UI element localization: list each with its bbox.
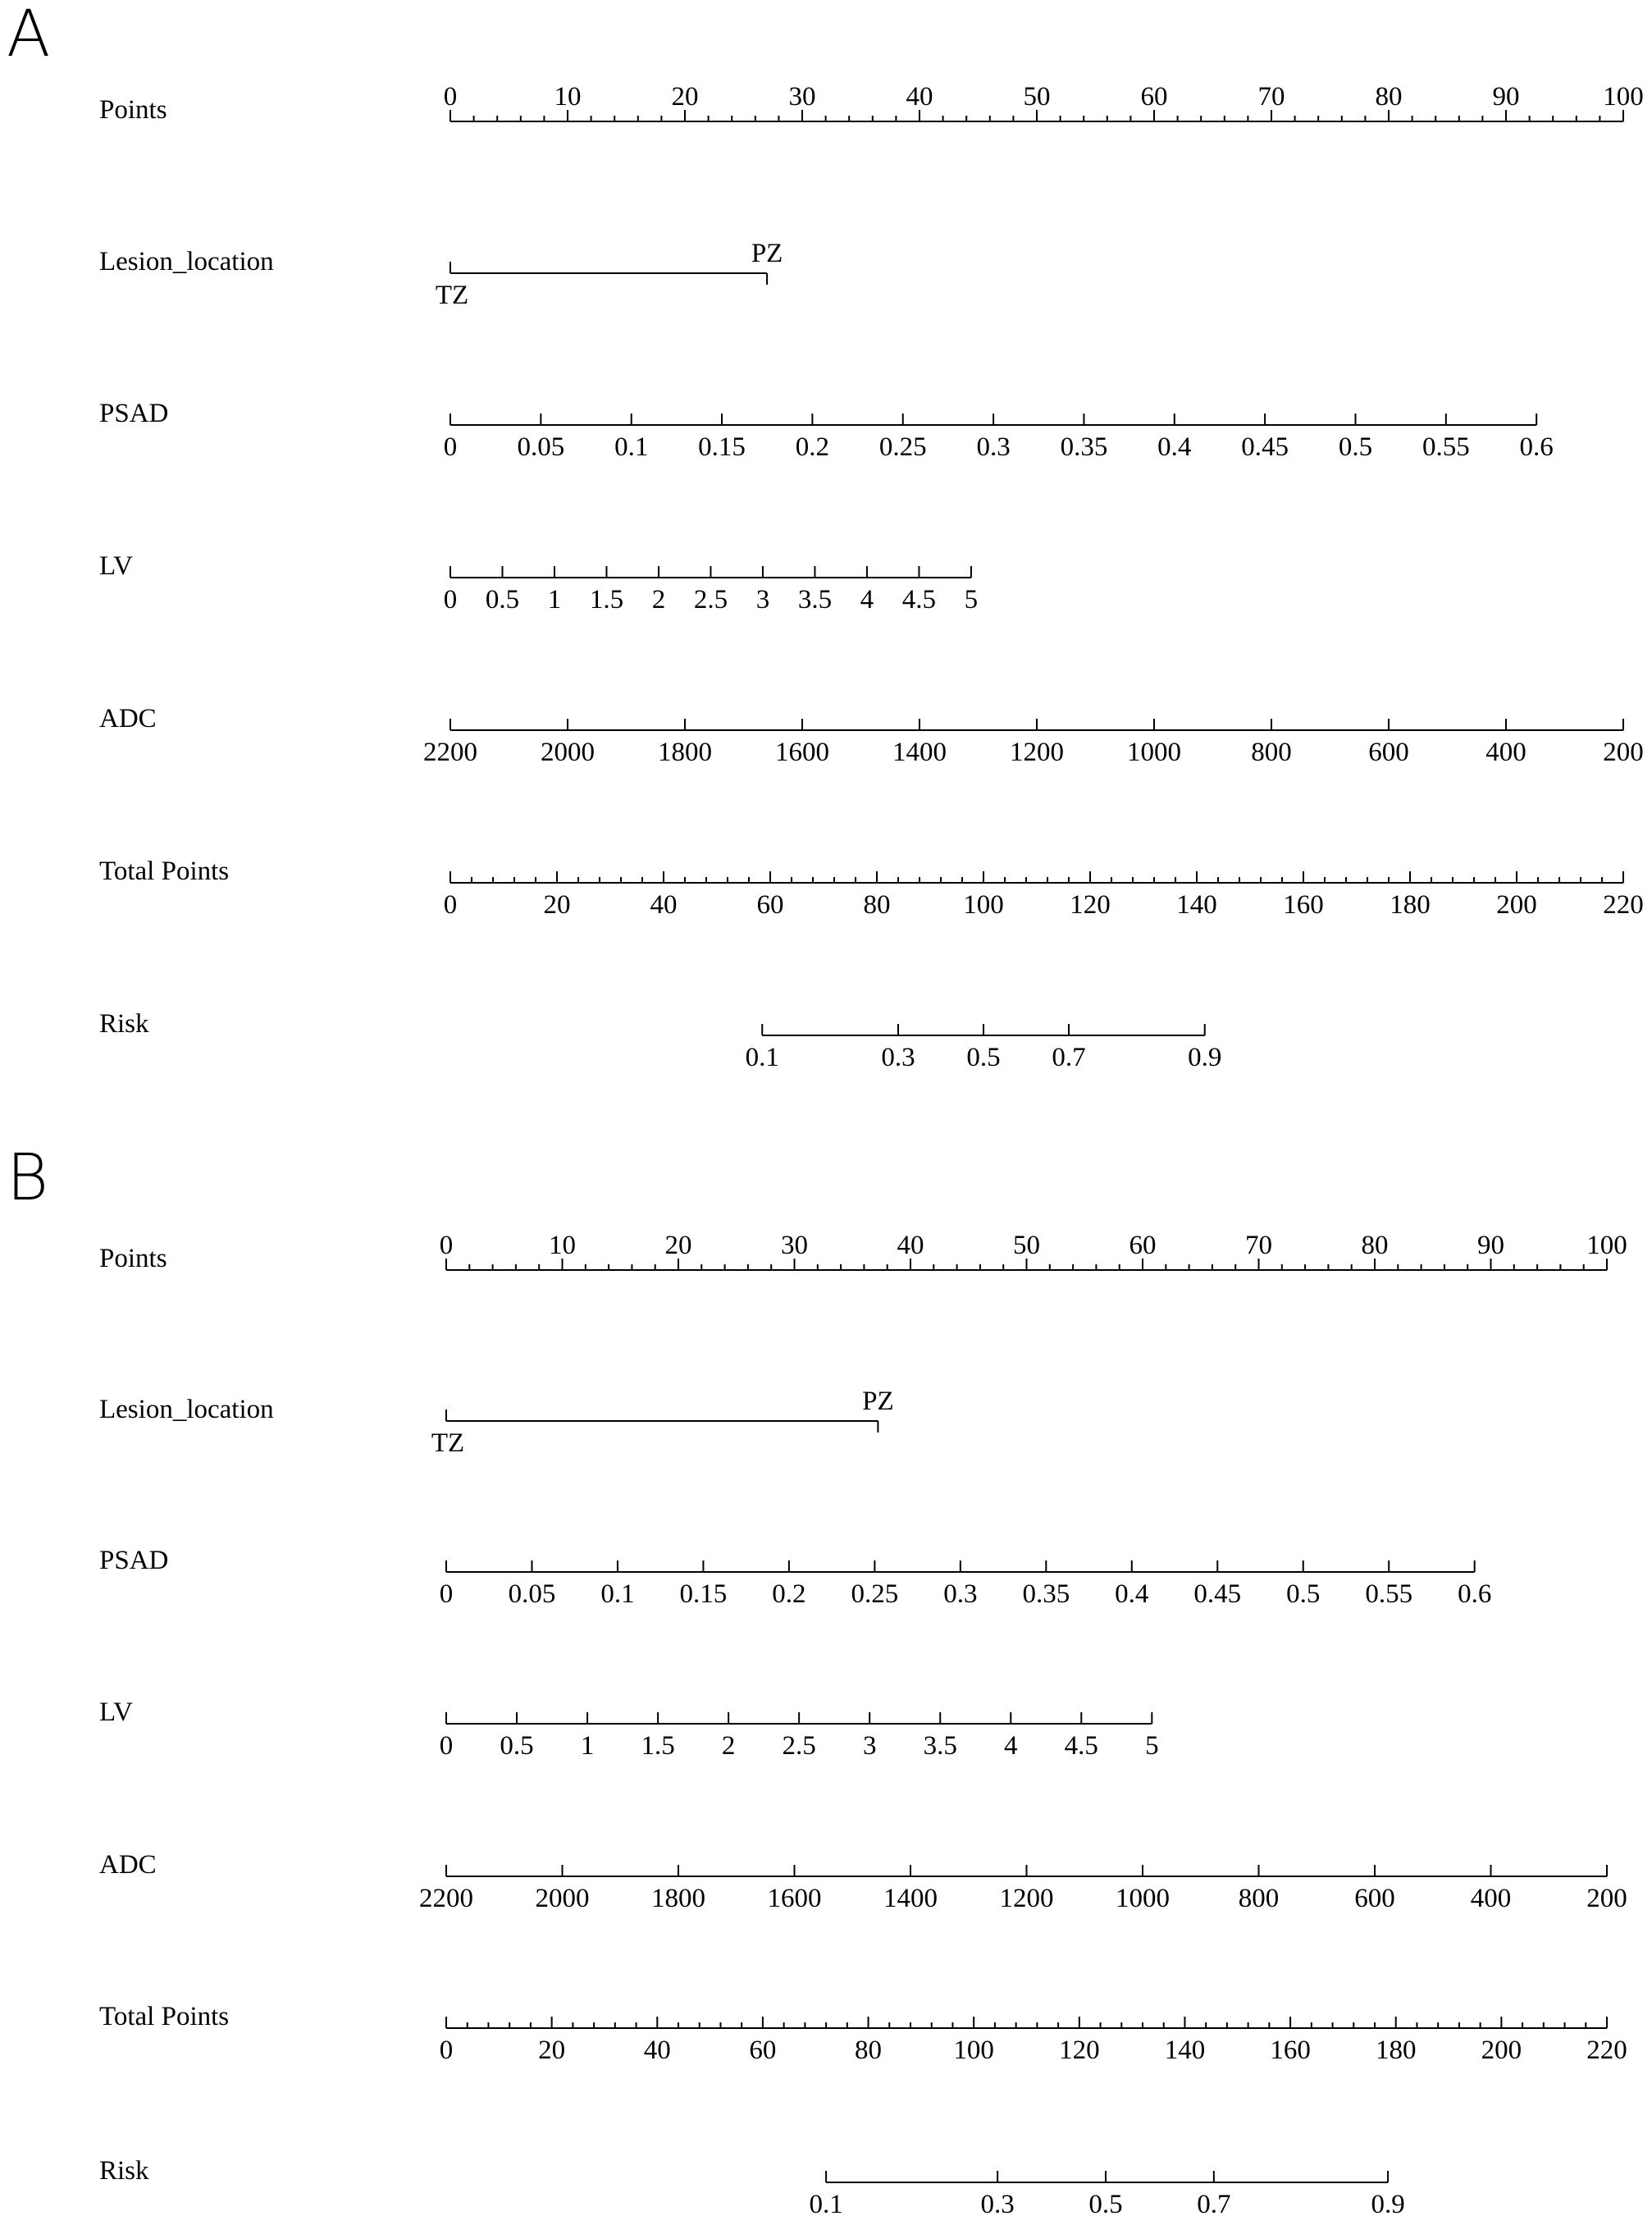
tick-label: 0.7: [1052, 1043, 1086, 1072]
tick-label: 60: [749, 2036, 777, 2065]
tick-label: 600: [1368, 738, 1409, 767]
tick-label: 80: [1375, 82, 1403, 112]
tick-label: 2000: [541, 738, 595, 767]
tick-label: 1400: [892, 738, 947, 767]
tick-label: 40: [650, 890, 678, 920]
tick-label: 3: [862, 1731, 877, 1761]
tick-label: 0.1: [600, 1579, 635, 1609]
tick-label: 0.7: [1197, 2190, 1231, 2216]
tick-label: 0.4: [1115, 1579, 1149, 1609]
tick-label: 5: [964, 585, 979, 615]
tick-label: 120: [1059, 2036, 1100, 2065]
tick-label: 2000: [535, 1884, 590, 1913]
tick-label: 0.05: [517, 432, 565, 462]
tick-label: 2: [721, 1731, 736, 1761]
row-points: [99, 1231, 1627, 1273]
tick-label: 0.3: [881, 1043, 915, 1072]
tick-label: 0.55: [1422, 432, 1470, 462]
row-total-points: [99, 857, 1644, 920]
tick-label: 4: [1004, 1731, 1018, 1761]
tick-label: 0: [439, 1731, 454, 1761]
row-label: ADC: [99, 1850, 157, 1880]
row-risk: [99, 2156, 1405, 2216]
tick-label: 30: [788, 82, 816, 112]
tick-label: 0: [439, 1579, 454, 1609]
tick-label: 1.5: [589, 585, 624, 615]
row-label: PSAD: [99, 1546, 169, 1575]
tick-label: 800: [1251, 738, 1292, 767]
tick-label: 60: [756, 890, 784, 920]
tick-label: 60: [1140, 82, 1168, 112]
tick-label: 90: [1477, 1231, 1504, 1260]
row-label: Total Points: [99, 2002, 230, 2031]
tick-label: 1200: [1010, 738, 1064, 767]
tick-label: 90: [1492, 82, 1520, 112]
tick-label: 180: [1390, 890, 1431, 920]
tick-label: 10: [554, 82, 582, 112]
row-points: [99, 82, 1644, 125]
tick-label: 160: [1270, 2036, 1311, 2065]
tick-label: 4.5: [1064, 1731, 1098, 1761]
tick-label: 1000: [1116, 1884, 1170, 1913]
tick-label: 0: [443, 585, 458, 615]
panel-letter: B: [7, 1141, 49, 1215]
tick-label: 200: [1496, 890, 1537, 920]
tick-label: 0: [443, 890, 458, 920]
tick-label: 0.3: [976, 432, 1011, 462]
tick-label: 0: [439, 1231, 454, 1260]
row-label: Lesion_location: [99, 1395, 274, 1424]
row-risk: [99, 1009, 1221, 1072]
tick-label: 2: [651, 585, 666, 615]
tick-label: 4: [860, 585, 874, 615]
category-label-tz: TZ: [435, 281, 469, 310]
tick-label: 60: [1129, 1231, 1157, 1260]
category-label-pz: PZ: [751, 239, 783, 268]
row-label: Points: [99, 95, 167, 125]
tick-label: 1400: [883, 1884, 938, 1913]
tick-label: 0.35: [1022, 1579, 1070, 1609]
tick-label: 0.35: [1060, 432, 1108, 462]
tick-label: 50: [1023, 82, 1051, 112]
tick-label: 0.5: [1286, 1579, 1321, 1609]
row-label: LV: [99, 1697, 133, 1727]
tick-label: 1200: [999, 1884, 1054, 1913]
row-lesion-location: [99, 1387, 894, 1458]
row-label: PSAD: [99, 399, 169, 428]
row-adc: [99, 1850, 1627, 1913]
tick-label: 10: [549, 1231, 576, 1260]
tick-label: 3.5: [797, 585, 833, 615]
tick-label: 80: [855, 2036, 883, 2065]
tick-label: 0.6: [1458, 1579, 1492, 1609]
tick-label: 1000: [1127, 738, 1181, 767]
tick-label: 5: [1145, 1731, 1159, 1761]
tick-label: 1: [547, 585, 562, 615]
tick-label: 80: [1361, 1231, 1389, 1260]
tick-label: 0.25: [878, 432, 927, 462]
row-adc: [99, 704, 1644, 767]
category-label-pz: PZ: [862, 1387, 894, 1416]
row-label: Risk: [99, 1009, 149, 1039]
tick-label: 180: [1375, 2036, 1417, 2065]
row-total-points: [99, 2002, 1627, 2065]
tick-label: 50: [1013, 1231, 1040, 1260]
tick-label: 220: [1586, 2036, 1627, 2065]
tick-label: 1.5: [641, 1731, 675, 1761]
tick-label: 400: [1470, 1884, 1512, 1913]
tick-label: 600: [1354, 1884, 1395, 1913]
tick-label: 0.1: [809, 2190, 843, 2216]
tick-label: 0.2: [795, 432, 830, 462]
tick-label: 0.55: [1365, 1579, 1413, 1609]
tick-label: 0.5: [485, 585, 520, 615]
tick-label: 1800: [651, 1884, 705, 1913]
panel-letter: A: [7, 0, 51, 71]
tick-label: 0.5: [1338, 432, 1373, 462]
tick-label: 200: [1603, 738, 1644, 767]
tick-label: 2.5: [693, 585, 728, 615]
tick-label: 0: [443, 432, 458, 462]
tick-label: 200: [1481, 2036, 1522, 2065]
tick-label: 100: [1603, 82, 1644, 112]
tick-label: 800: [1238, 1884, 1280, 1913]
tick-label: 140: [1176, 890, 1217, 920]
tick-label: 30: [781, 1231, 808, 1260]
tick-label: 100: [1586, 1231, 1627, 1260]
tick-label: 2.5: [782, 1731, 816, 1761]
tick-label: 2200: [423, 738, 477, 767]
tick-label: 40: [897, 1231, 924, 1260]
row-psad: [99, 399, 1554, 462]
tick-label: 40: [643, 2036, 671, 2065]
tick-label: 3.5: [923, 1731, 957, 1761]
tick-label: 0.15: [679, 1579, 728, 1609]
tick-label: 70: [1245, 1231, 1272, 1260]
tick-label: 0.9: [1371, 2190, 1405, 2216]
tick-label: 160: [1283, 890, 1324, 920]
tick-label: 3: [755, 585, 770, 615]
tick-label: 70: [1257, 82, 1285, 112]
tick-label: 0.05: [508, 1579, 556, 1609]
tick-label: 20: [538, 2036, 566, 2065]
tick-label: 120: [1070, 890, 1111, 920]
tick-label: 2200: [419, 1884, 473, 1913]
tick-label: 0.2: [772, 1579, 806, 1609]
tick-label: 0.5: [500, 1731, 534, 1761]
tick-label: 0: [439, 2036, 454, 2065]
tick-label: 0.1: [745, 1043, 779, 1072]
nomogram-panel-b: [7, 1141, 1627, 2216]
tick-label: 20: [543, 890, 571, 920]
row-label: LV: [99, 551, 133, 581]
tick-label: 0.5: [1088, 2190, 1123, 2216]
tick-label: 140: [1164, 2036, 1206, 2065]
tick-label: 0.5: [966, 1043, 1001, 1072]
tick-label: 40: [906, 82, 933, 112]
tick-label: 220: [1603, 890, 1644, 920]
tick-label: 1800: [658, 738, 712, 767]
tick-label: 20: [671, 82, 699, 112]
tick-label: 4.5: [901, 585, 937, 615]
tick-label: 0.45: [1193, 1579, 1242, 1609]
tick-label: 1600: [767, 1884, 822, 1913]
row-label: Total Points: [99, 857, 230, 886]
tick-label: 0.25: [851, 1579, 899, 1609]
tick-label: 0.45: [1241, 432, 1289, 462]
tick-label: 0.4: [1157, 432, 1192, 462]
tick-label: 80: [863, 890, 891, 920]
tick-label: 0.15: [698, 432, 746, 462]
tick-label: 200: [1586, 1884, 1627, 1913]
row-lesion-location: [99, 239, 783, 310]
tick-label: 0.1: [614, 432, 649, 462]
tick-label: 1600: [775, 738, 829, 767]
tick-label: 1: [580, 1731, 595, 1761]
category-label-tz: TZ: [431, 1428, 465, 1458]
row-label: Lesion_location: [99, 247, 274, 276]
row-lv: [99, 551, 978, 615]
tick-label: 100: [963, 890, 1004, 920]
row-label: ADC: [99, 704, 157, 733]
tick-label: 0.3: [980, 2190, 1015, 2216]
tick-label: 0.6: [1519, 432, 1554, 462]
row-label: Risk: [99, 2156, 149, 2186]
tick-label: 20: [664, 1231, 692, 1260]
nomogram-panel-a: [7, 0, 1644, 1072]
tick-label: 0: [443, 82, 458, 112]
tick-label: 0.9: [1188, 1043, 1222, 1072]
tick-label: 100: [953, 2036, 994, 2065]
row-psad: [99, 1546, 1491, 1609]
row-lv: [99, 1697, 1159, 1761]
tick-label: 0.3: [943, 1579, 978, 1609]
tick-label: 400: [1485, 738, 1527, 767]
row-label: Points: [99, 1244, 167, 1273]
